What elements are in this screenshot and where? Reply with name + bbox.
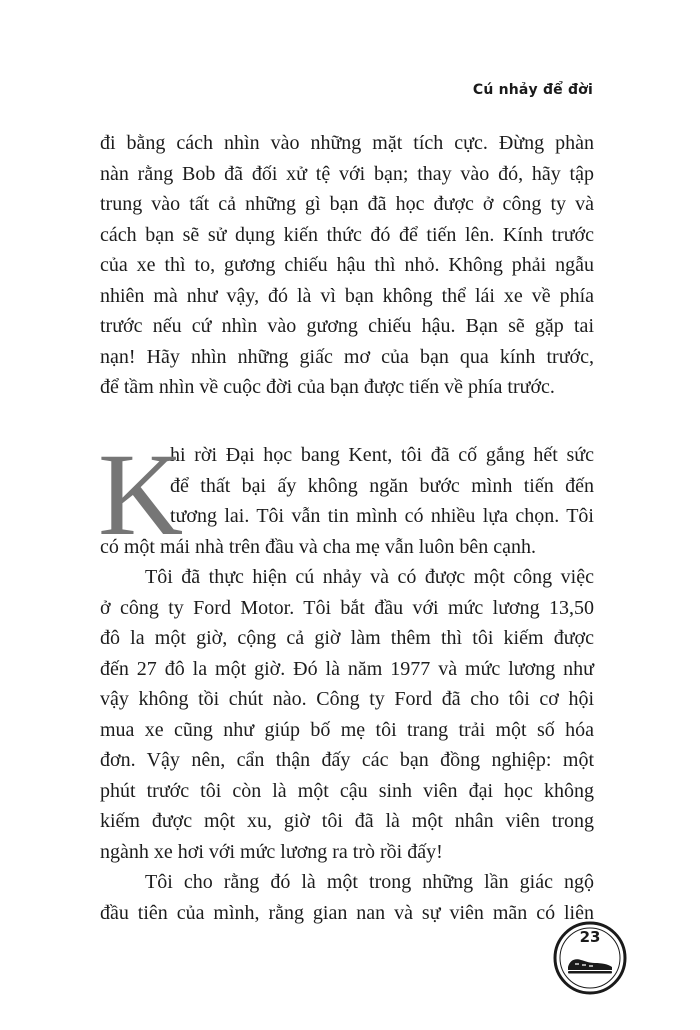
text-line: của xe thì to, gương chiếu hậu thì nhỏ. Không phải ngẫu xyxy=(100,254,594,276)
text-line: đến 27 đô la một giờ. Đó là năm 1977 và mức lương như xyxy=(100,657,594,680)
body-paragraph-1 xyxy=(100,128,594,403)
text-line: đầu tiên của mình, rằng gian nan và sự viên mãn có liên xyxy=(100,901,594,924)
drop-cap: K xyxy=(98,429,184,560)
running-header: Cú nhảy để đời xyxy=(472,82,593,98)
text-line: tương lai. Tôi vẫn tin mình có nhiều lựa chọn. Tôi xyxy=(170,505,594,527)
text-line: nhiên mà như vậy, đó là vì bạn không thể lái xe về phía xyxy=(100,284,594,307)
text-line: hi rời Đại học bang Kent, tôi đã cố gắng hết sức xyxy=(170,444,594,466)
text-line: Tôi cho rằng đó là một trong những lần giác ngộ xyxy=(145,871,594,893)
text-line: trung vào tất cả những gì bạn đã học được ở công ty và xyxy=(100,193,594,215)
page-number: 23 xyxy=(579,928,601,946)
text-line: mua xe cũng như giúp bố mẹ tôi trang trải một số hóa xyxy=(100,718,594,741)
text-line: để tầm nhìn về cuộc đời của bạn được tiến về phía trước. xyxy=(100,376,555,398)
text-line: đơn. Vậy nên, cẩn thận đấy các bạn đồng nghiệp: một xyxy=(100,749,594,771)
text-line: có một mái nhà trên đầu và cha mẹ vẫn luôn bên cạnh. xyxy=(100,535,536,558)
body-paragraph-2 xyxy=(98,429,594,928)
text-line: nàn rằng Bob đã đối xử tệ với bạn; thay vào đó, hãy tập xyxy=(100,162,594,185)
text-line: cách bạn sẽ sử dụng kiến thức đó để tiến lên. Kính trước xyxy=(100,223,594,246)
text-line: nạn! Hãy nhìn những giấc mơ của bạn qua kính trước, xyxy=(100,345,594,368)
text-line: trước nếu cứ nhìn vào gương chiếu hậu. Bạn sẽ gặp tai xyxy=(100,315,594,337)
text-line: đi bằng cách nhìn vào những mặt tích cực. Đừng phàn xyxy=(100,132,594,154)
text-line: ngành xe hơi với mức lương ra trò rồi đấy! xyxy=(100,840,443,863)
text-line: vậy không tồi chút nào. Công ty Ford đã cho tôi cơ hội xyxy=(100,688,594,710)
text-line: đô la một giờ, cộng cả giờ làm thêm thì tôi kiếm được xyxy=(100,627,594,649)
text-line: phút trước tôi còn là một cậu sinh viên đại học không xyxy=(100,779,594,802)
text-line: để thất bại ấy không ngăn bước mình tiến đến xyxy=(170,474,594,497)
page-number-badge xyxy=(553,921,627,995)
shoe-icon xyxy=(565,951,615,975)
text-line: ở công ty Ford Motor. Tôi bắt đầu với mức lương 13,50 xyxy=(100,596,594,619)
text-line: Tôi đã thực hiện cú nhảy và có được một công việc xyxy=(145,566,594,588)
text-line: kiếm được một xu, giờ tôi đã là một nhân viên trong xyxy=(100,810,594,832)
